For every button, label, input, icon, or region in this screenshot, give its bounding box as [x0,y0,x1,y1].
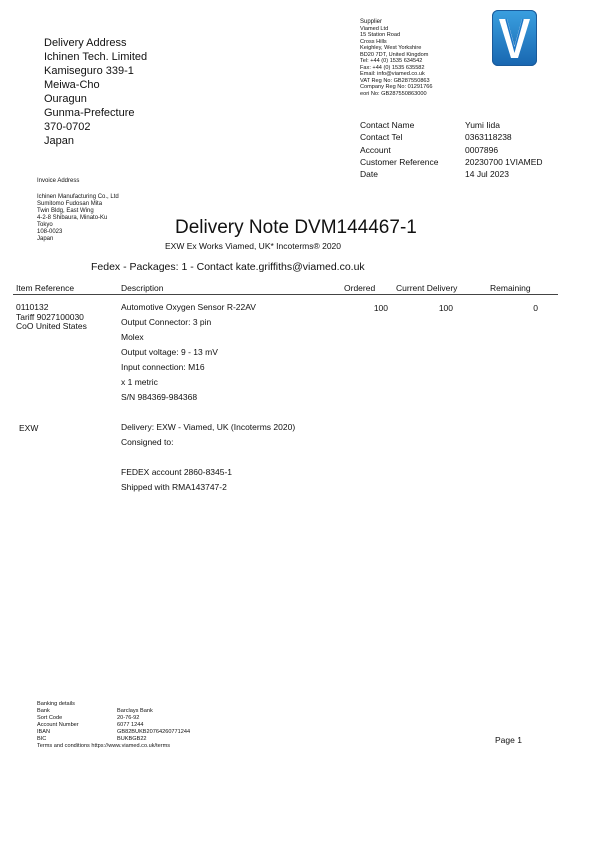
banking-label: Sort Code [37,715,63,721]
current-delivery-value: 100 [438,303,453,313]
contact-value: Yumi Iida [465,120,500,130]
item-origin: CoO United States [16,321,87,331]
delivery-address-line: Japan [44,135,74,147]
table-row-description [121,420,295,495]
description-line: Automotive Oxygen Sensor R-22AV [121,302,256,312]
supplier-line: eori No: GB287550863000 [360,91,427,98]
contact-label: Contact Name [360,120,415,130]
item-tariff: Tariff 9027100030 [16,311,84,322]
banking-value: 20-76-92 [117,715,140,721]
supplier-line: Keighley, West Yorkshire [360,45,422,52]
banking-value: Barclays Bank [117,708,153,714]
supplier-block [360,19,432,98]
invoice-address-title: Invoice Address [37,178,80,184]
description-line: Output voltage: 9 - 13 mV [121,347,218,357]
delivery-address-line: Ichinen Tech. Limited [44,51,148,63]
banking-value: 6077 1244 [117,722,144,728]
terms-link[interactable]: Terms and conditions https://www.viamed.co.uk/terms [37,743,171,749]
supplier-line: Company Reg No: 01291766 [360,84,433,91]
contact-label: Account [360,144,391,155]
invoice-address-line: Tokyo [37,222,53,228]
document-title: Delivery Note DVM144467-1 [175,217,417,238]
invoice-address-line: Japan [37,236,54,242]
supplier-line: VAT Reg No: GB287550863 [360,77,430,84]
invoice-address [37,178,119,243]
header-item-reference: Item Reference [16,283,75,293]
banking-label: Account Number [37,722,79,728]
invoice-address-line: 108-0023 [37,229,63,235]
invoice-address-line: 4-2-8 Shibaura, Minato-Ku [37,215,108,221]
contact-label: Contact Tel [360,132,403,143]
viamed-logo-icon [492,10,537,66]
delivery-address [44,36,147,148]
delivery-address-line: 370-0702 [44,121,91,133]
invoice-address-line: Sumitomo Fudosan Mita [37,201,103,207]
contact-value: 0363118238 [465,132,512,143]
description-line: FEDEX account 2860-8345-1 [121,467,233,477]
contact-row [360,119,560,131]
description-line: Consigned to: [121,437,174,447]
contact-label: Date [360,169,378,180]
banking-value: BUKBGB22 [117,736,147,742]
description-line: Input connection: M16 [121,362,205,372]
item-code: 0110132 [16,302,49,312]
contact-value: 0007896 [465,144,499,155]
table-row-description [121,300,256,405]
contact-value: 14 Jul 2023 [465,169,509,180]
header-description: Description [121,283,164,293]
banking-label: BIC [37,736,47,742]
supplier-line: Tel: +44 (0) 1535 634542 [360,58,423,65]
shipping-line: Fedex - Packages: 1 - Contact kate.griffiths@viamed.co.uk [91,261,365,273]
description-line: Delivery: EXW - Viamed, UK (Incoterms 2020) [121,422,296,432]
banking-label: Bank [37,708,50,714]
banking-value: GB82BUKB20764260771244 [117,729,191,735]
description-line: Molex [121,332,144,342]
description-line: S/N 984369-984368 [121,392,198,402]
description-line: x 1 metric [121,377,158,387]
banking-label: IBAN [37,729,51,735]
invoice-address-line: Ichinen Manufacturing Co., Ltd [37,194,119,200]
delivery-address-line: Ouragun [44,93,87,105]
contact-row [360,144,560,156]
delivery-address-line: Meiwa-Cho [44,79,100,91]
incoterm-line: EXW Ex Works Viamed, UK* Incoterms® 2020 [165,241,342,251]
table-row-ref [16,303,87,332]
description-line: Shipped with RMA143747-2 [121,482,227,492]
contact-details [360,119,560,180]
contact-label: Customer Reference [360,156,439,167]
description-line: Output Connector: 3 pin [121,317,212,327]
header-current-delivery: Current Delivery [396,283,458,293]
contact-row [360,168,560,180]
description-line [121,450,295,465]
header-divider [13,294,558,295]
delivery-address-line: Gunma-Prefecture [44,107,135,119]
supplier-line: BD20 7DT, United Kingdom [360,51,429,58]
remaining-value: 0 [533,303,538,313]
header-ordered: Ordered [344,283,376,293]
header-remaining: Remaining [490,283,531,293]
ordered-value: 100 [373,303,388,313]
banking-title: Banking details [37,701,75,707]
supplier-title: Supplier [360,19,383,25]
supplier-line: Fax: +44 (0) 1535 635582 [360,64,425,71]
contact-value: 20230700 1VIAMED [465,156,543,167]
delivery-address-heading: Delivery Address [44,37,127,49]
contact-row [360,156,560,168]
supplier-line: Cross Hills [360,38,387,45]
supplier-line: 15 Station Road [360,32,401,39]
delivery-address-line: Kamiseguro 339-1 [44,65,134,77]
supplier-line: Viamed Ltd [360,25,389,32]
delivery-term-code: EXW [19,423,39,433]
page-number: Page 1 [495,735,522,745]
invoice-address-line: Twin Bldg, East Wing [37,208,94,214]
supplier-email[interactable]: Email: info@viamed.co.uk [360,71,425,78]
contact-row [360,131,560,143]
viamed-logo [492,10,537,66]
